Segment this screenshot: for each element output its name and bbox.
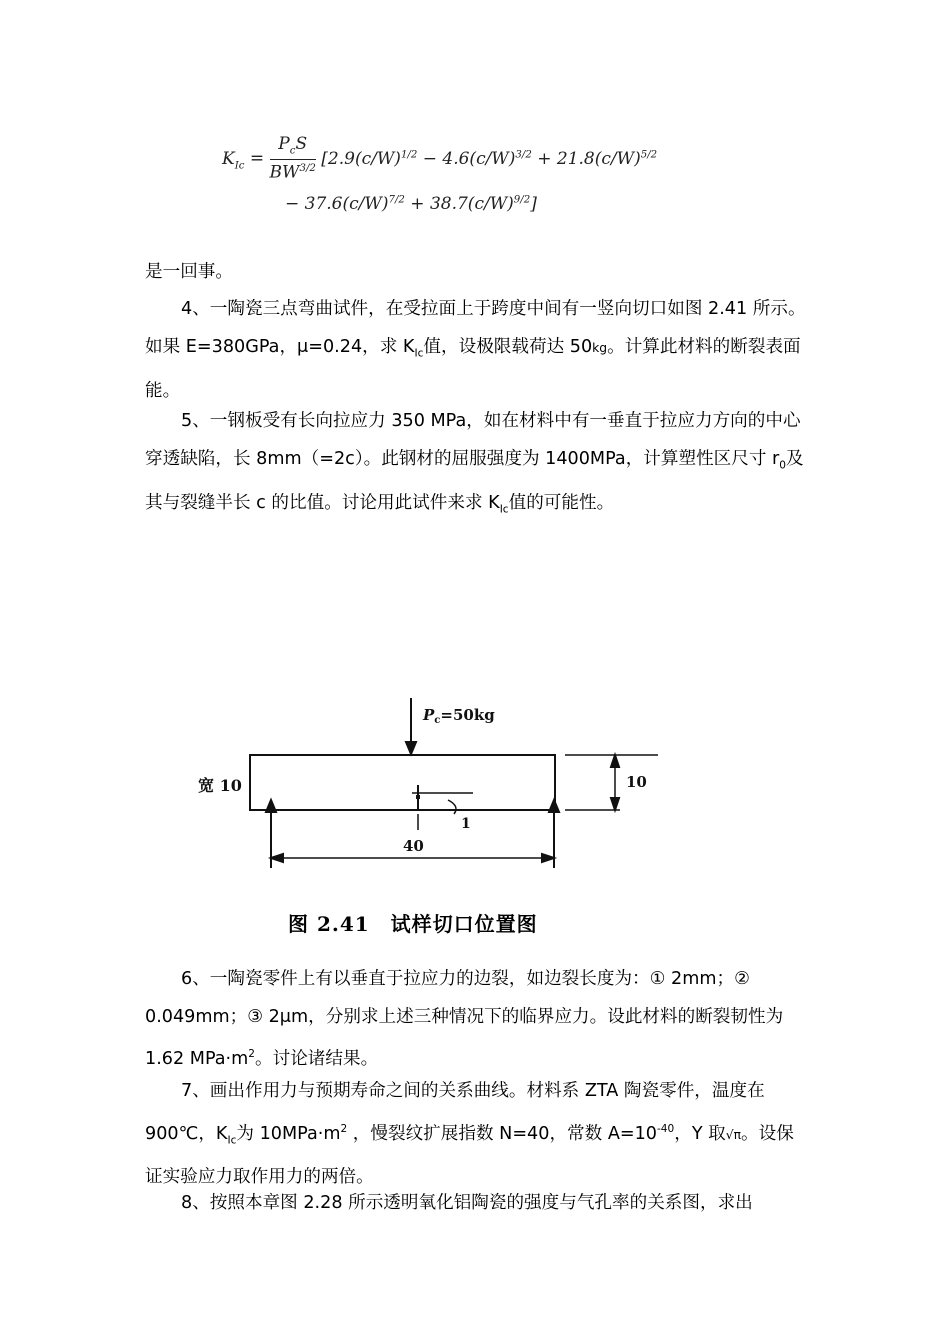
figure-caption: 图 2.41 试样切口位置图: [288, 912, 538, 936]
width-label: 宽 10: [198, 776, 242, 795]
paragraph-problem-7: 7、画出作用力与预期寿命之间的关系曲线。材料系 ZTA 陶瓷零件，温度在 900℃，$K_{Ic}$为 $10MPa\cdot m^2$ ，慢裂纹扩展指数 N=40，常数 $A=10^{-40}$，Y 取√π。设保证实验应力取作用力的两倍。: [145, 1081, 794, 1188]
paragraph-problem-4: 4、一陶瓷三点弯曲试件，在受拉面上于跨度中间有一竖向切口如图 2.41 所示。如果 E=380GPa，μ=0.24，求 $K_{Ic}$值，设极限载荷达 50kg。计算此材料的断裂表面能。: [145, 299, 806, 401]
paragraph-0: 是一回事。: [145, 262, 233, 282]
span-label: 40: [403, 837, 424, 855]
beam: [250, 755, 555, 810]
paragraph-problem-8: 8、按照本章图 2.28 所示透明氧化铝陶瓷的强度与气孔率的关系图，求出: [181, 1193, 753, 1213]
paragraph-problem-6: 6、一陶瓷零件上有以垂直于拉应力的边裂，如边裂长度为：① 2mm；② 0.049mm；③ 2μm，分别求上述三种情况下的临界应力。设此材料的断裂韧性为 1.62 $MPa\cdot m^2$。讨论诸结果。: [145, 969, 784, 1069]
height-label: 10: [626, 773, 647, 791]
load-label: $P_c=50kg$: [423, 706, 495, 726]
formula-lhs: $K_{Ic}$: [222, 148, 245, 171]
paragraph-problem-5: 5、一钢板受有长向拉应力 350 MPa，如在材料中有一垂直于拉应力方向的中心穿透缺陷，长 8mm（=2c）。此钢材的屈服强度为 1400MPa，计算塑性区尺寸 $r_0$及其与裂缝半长 c 的比值。讨论用此试件来求 $K_{Ic}$值的可能性。: [145, 411, 804, 516]
notch-diagram: [190, 690, 670, 890]
formula-line-1: $K_{Ic}$ = $P_cS$ $BW^{3/2}$ [$2.9(c/W)^{1/2} - 4.6(c/W)^{3/2} + 21.8(c/W)^{5/2}$: [222, 134, 658, 184]
formula-line-2: − $37.6(c/W)^{7/2} + 38.7(c/W)^{9/2}$]: [285, 194, 537, 214]
formula-fraction: $P_cS$ $BW^{3/2}$: [269, 134, 316, 184]
formula-series-1: [$2.9(c/W)^{1/2} - 4.6(c/W)^{3/2} + 21.8(c/W)^{5/2}$: [321, 148, 658, 169]
notch-label: 1: [461, 816, 471, 832]
